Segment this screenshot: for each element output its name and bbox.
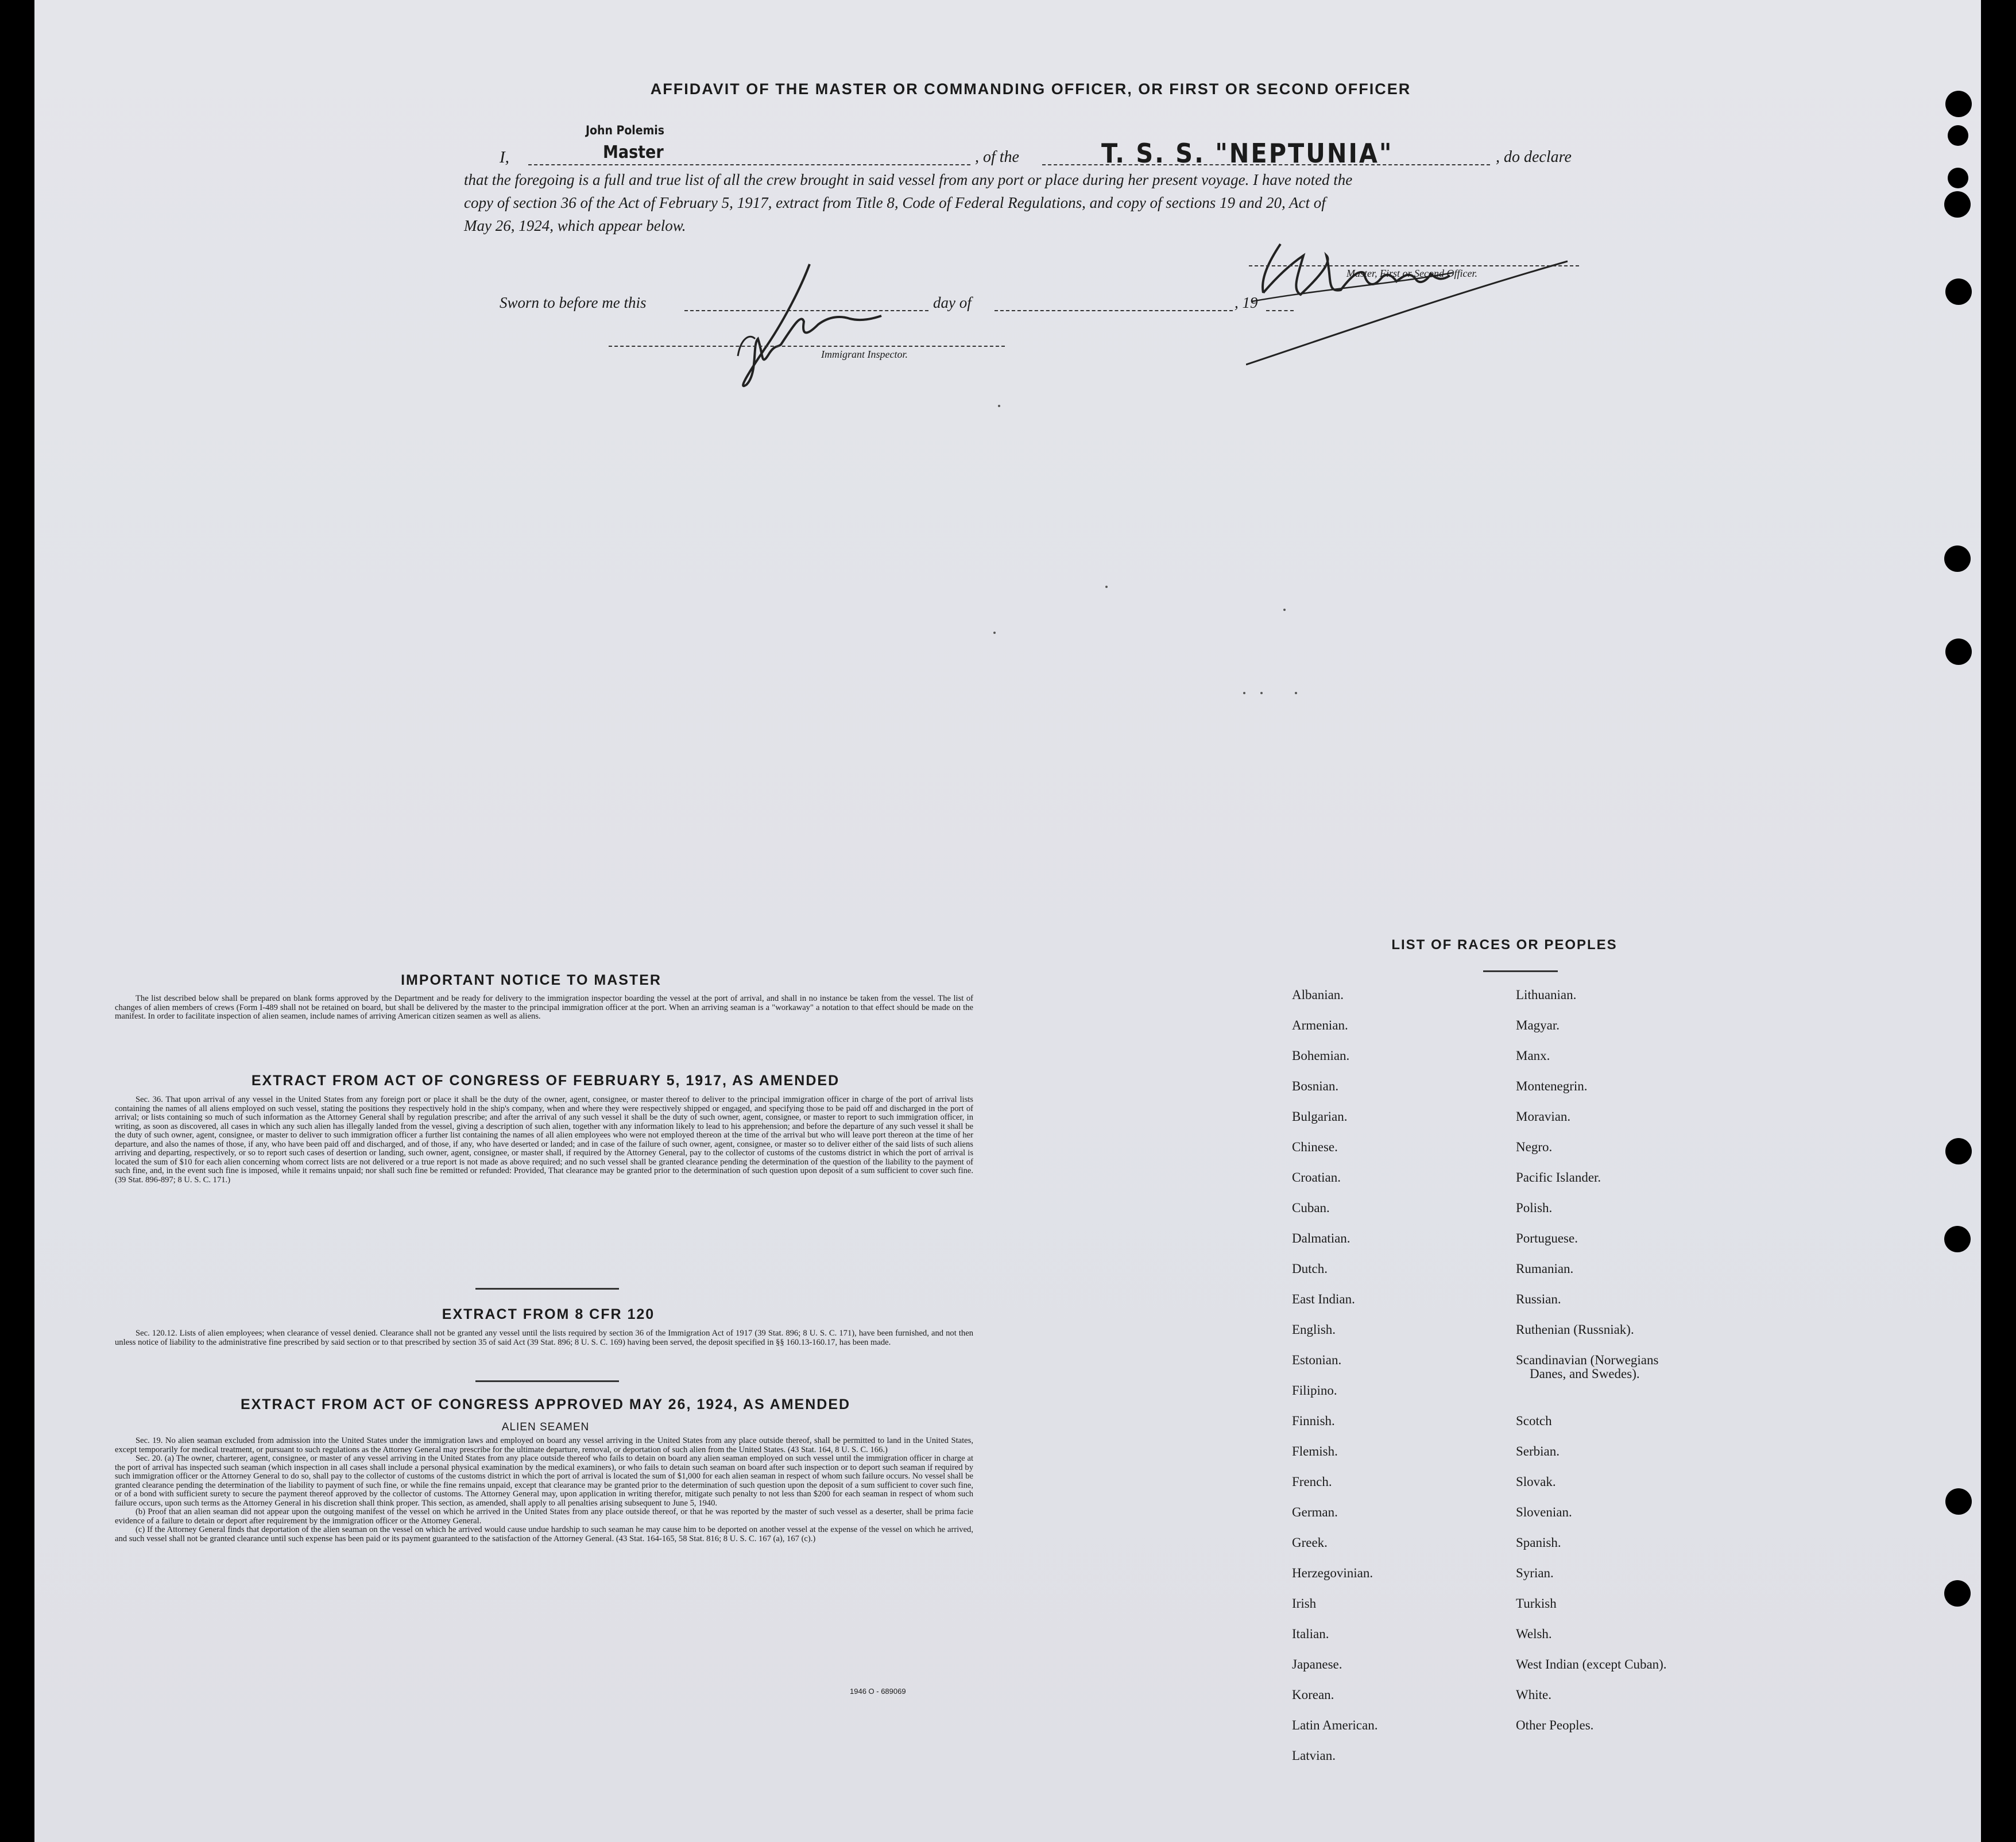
notice-paragraph: The list described below shall be prepared on blank forms approved by the Department and be ready for delivery to the immigration inspector boarding the vessel at the port of arrival, and shall in no instance be taken from the vessel. The list of changes of alien members of crews (Form I-489 shall not be retained on board, but shall be delivered by the master to the principal immigration officer at the port. When an arriving seaman is a "workaway" a notation to that effect should be made on the manifest. In order to facilitate inspection of alien seamen, include names of arriving American citizen seamen as well as aliens. (115, 994, 973, 1021)
punch-hole (1944, 191, 1971, 218)
extract-1917-title: EXTRACT FROM ACT OF CONGRESS OF FEBRUARY 5, 1917, AS AMENDED (251, 1073, 840, 1089)
race-item: Montenegrin. (1516, 1079, 1588, 1093)
race-item: Latin American. (1292, 1718, 1378, 1732)
extract-1917-text (115, 1096, 973, 1185)
race-item: Japanese. (1292, 1657, 1342, 1671)
race-item: French. (1292, 1475, 1332, 1489)
inspector-signature (678, 253, 924, 402)
race-item: Herzegovinian. (1292, 1566, 1373, 1580)
day-of-label: day of (933, 294, 972, 311)
race-item: Pacific Islander. (1516, 1170, 1601, 1185)
punch-hole (1948, 125, 1968, 146)
races-title-underline (1483, 970, 1558, 972)
divider (475, 1288, 619, 1290)
affidavit-line-4: May 26, 1924, which appear below. (464, 217, 686, 234)
race-item: Greek. (1292, 1535, 1328, 1550)
punch-hole (1944, 1226, 1971, 1252)
section-20b-paragraph: (b) Proof that an alien seaman did not appear upon the outgoing manifest of the vessel on which he arrived in the United States from any place outside thereof, or that he was reported by the master of such vessel as a deserter, shall be prima facie evidence of a failure to detain or deport after requirement by the immigration officer or the Attorney General. (115, 1507, 973, 1526)
race-item: Slovenian. (1516, 1505, 1572, 1519)
scan-speck (993, 632, 996, 634)
master-signature-line (1249, 265, 1579, 266)
year-line (1266, 310, 1294, 311)
race-item: Turkish (1516, 1596, 1557, 1611)
race-item: Filipino. (1292, 1383, 1337, 1398)
scan-speck (1260, 692, 1263, 694)
affidavit-line-3: copy of section 36 of the Act of February 5, 1917, extract from Title 8, Code of Federal Regulations, and copy of sections 19 and 20, Act of (464, 194, 1326, 211)
punch-hole (1945, 638, 1972, 665)
master-signature (1246, 221, 1602, 370)
punch-hole (1945, 1138, 1972, 1164)
race-item: Polish. (1516, 1201, 1553, 1215)
month-line (995, 310, 1233, 311)
name-line (528, 164, 970, 165)
race-item: Croatian. (1292, 1170, 1341, 1185)
race-item: Estonian. (1292, 1353, 1342, 1367)
print-code: 1946 O - 689069 (850, 1687, 906, 1696)
notice-text (115, 994, 973, 1021)
scan-speck (998, 405, 1000, 407)
divider (475, 1380, 619, 1382)
inspector-signature-line (609, 346, 1005, 347)
punch-hole (1945, 1488, 1972, 1515)
extract-cfr-text (115, 1329, 973, 1347)
punch-hole (1945, 91, 1972, 117)
affidavit-i-label: I, (500, 148, 509, 167)
race-item: Manx. (1516, 1048, 1550, 1063)
extract-1924-subtitle: ALIEN SEAMEN (501, 1421, 590, 1433)
race-item: Syrian. (1516, 1566, 1554, 1580)
punch-hole (1945, 278, 1972, 305)
race-item: English. (1292, 1322, 1336, 1337)
race-item: Slovak. (1516, 1475, 1556, 1489)
affidavit-title: AFFIDAVIT OF THE MASTER OR COMMANDING OFFICER, OR FIRST OR SECOND OFFICER (650, 80, 1411, 98)
race-item: Korean. (1292, 1688, 1334, 1702)
scan-speck (1295, 692, 1297, 694)
scan-speck (1105, 586, 1108, 588)
sworn-label: Sworn to before me this (500, 294, 647, 311)
document-page (34, 0, 1981, 1842)
year-label: , 19 (1235, 294, 1258, 311)
race-item: Italian. (1292, 1627, 1329, 1641)
master-caption: Master, First or Second Officer. (1346, 268, 1477, 279)
race-item: Russian. (1516, 1292, 1561, 1306)
race-item: Albanian. (1292, 988, 1344, 1002)
race-item: Lithuanian. (1516, 988, 1577, 1002)
extract-cfr-paragraph: Sec. 120.12. Lists of alien employees; when clearance of vessel denied. Clearance shall not be granted any vessel until the lists required by section 36 of the Immigration Act of 1917 (39 Stat. 896; 8 U. S. C. 171), have been furnished, and not then unless notice of liability to the administrative fine prescribed by said section or to that prescribed by section 35 of said Act (39 Stat. 896; 8 U. S. C. 169) having been served, the deposit specified in §§ 160.13-160.17, has been made. (115, 1329, 973, 1347)
section-20a-paragraph: Sec. 20. (a) The owner, charterer, agent, consignee, or master of any vessel arriving in the United States from any place outside thereof who fails to detain on board any alien seaman employed on such vessel until the immigration officer in charge at the port of arrival has inspected such seaman (which inspection in all cases shall include a personal physical examination by the medical examiners), or who fails to detain such seaman on board after such inspection or to deport such seaman if required by such immigration officer or the Attorney General to do so, shall pay to the collector of customs of the customs district in which the port of arrival is located the sum of $1,000 for each alien seaman in respect of whom such failure occurs. No vessel shall be granted clearance pending the determination of the liability to payment of such fine, or while the fine remains unpaid, except that clearance may be granted prior to the determination of such question upon the deposit of a sum sufficient to cover such fine, or of a bond with sufficient surety to secure the payment thereof approved by the collector of customs. The Attorney General may, upon application in writing therefor, mitigate such penalty to not less than $200 for each seaman in respect of whom such failure occurs, upon such terms as the Attorney General in his discretion shall think proper. This section, as amended, shall apply to all penalties arising subsequent to June 5, 1940. (115, 1454, 973, 1508)
notice-title: IMPORTANT NOTICE TO MASTER (401, 972, 661, 988)
race-item: Rumanian. (1516, 1261, 1574, 1276)
race-item: Magyar. (1516, 1018, 1560, 1032)
race-item: East Indian. (1292, 1292, 1355, 1306)
extract-cfr-title: EXTRACT FROM 8 CFR 120 (442, 1306, 655, 1322)
races-title: LIST OF RACES OR PEOPLES (1391, 937, 1618, 953)
inspector-caption: Immigrant Inspector. (821, 349, 908, 360)
do-declare-label: , do declare (1496, 148, 1572, 166)
punch-hole (1948, 168, 1968, 188)
race-item: Bohemian. (1292, 1048, 1350, 1063)
scan-speck (1243, 692, 1245, 694)
section-19-paragraph: Sec. 19. No alien seaman excluded from admission into the United States under the immigration laws and employed on board any vessel arriving in the United States from any place outside thereof, shall be permitted to land in the United States, except temporarily for medical treatment, or pursuant to such regulations as the Attorney General may prescribe for the ultimate departure, removal, or deportation of such alien from the United States. (43 Stat. 164, 8 U. S. C. 166.) (115, 1436, 973, 1454)
race-item: Flemish. (1292, 1444, 1338, 1458)
race-item: Ruthenian (Russniak). (1516, 1322, 1634, 1337)
race-item: Moravian. (1516, 1109, 1571, 1124)
extract-1917-paragraph: Sec. 36. That upon arrival of any vessel in the United States from any foreign port or place it shall be the duty of the owner, agent, consignee, or master thereof to deliver to the principal immigration officer in charge of the port of arrival lists containing the names of all aliens employed on such vessel, stating the positions they respectively hold in the ship's company, when and where they were respectively shipped or engaged, and specifying those to be paid off and discharged in the port of arrival; or lists containing so much of such information as the Attorney General shall by regulation prescribe; and after the arrival of any such vessel it shall be the duty of such owner, agent, consignee, or master to report to such immigration officer, in writing, as soon as discovered, all cases in which any such alien has illegally landed from the vessel, giving a description of such alien, together with any information likely to lead to his apprehension; and before the departure of any such vessel it shall be the duty of such owner, agent, consignee, or master to deliver to such immigration officer a further list containing the names of all alien employees who were not employed thereon at the time of the arrival but who will leave port thereon at the time of her departure, and also the names of those, if any, who have been paid off and discharged, and of those, if any, who have deserted or landed; and in case of the failure of such owner, agent, consignee, or master so to deliver either of the said lists of such aliens arriving and departing, respectively, or so to report such cases of desertion or landing, such owner, agent, consignee, or master shall, if required by the Attorney General, pay to the collector of customs of the customs district in which the port of arrival is located the sum of $10 for each alien concerning whom correct lists are not delivered or a true report is not made as above required; and no such vessel shall be granted clearance pending the determination of the question of the liability to the payment of such fine, and, in the event such fine is imposed, while it remains unpaid; nor shall such fine be remitted or refunded: Provided, That clearance may be granted prior to the determination of such question upon deposit of a sum sufficient to cover such fine. (39 Stat. 896-897; 8 U. S. C. 171.) (115, 1095, 973, 1185)
race-item: Dutch. (1292, 1261, 1328, 1276)
race-item: German. (1292, 1505, 1338, 1519)
race-item: Other Peoples. (1516, 1718, 1594, 1732)
race-item: Danes, and Swedes). (1530, 1367, 1640, 1381)
extract-1924-text (115, 1437, 973, 1543)
rank-stamp: Master (603, 142, 664, 162)
of-the-label: , of the (975, 148, 1019, 166)
punch-hole (1944, 545, 1971, 572)
race-item: Portuguese. (1516, 1231, 1578, 1245)
name-stamp: John Polemis (586, 123, 665, 137)
race-item: Chinese. (1292, 1140, 1338, 1154)
affidavit-line-2: that the foregoing is a full and true list of all the crew brought in said vessel from any port or place during her present voyage. I have noted the (464, 171, 1353, 188)
race-item: Scandinavian (Norwegians (1516, 1353, 1659, 1367)
race-item: Irish (1292, 1596, 1317, 1611)
race-item: Scotch (1516, 1414, 1552, 1428)
race-item: Armenian. (1292, 1018, 1348, 1032)
race-item: Serbian. (1516, 1444, 1560, 1458)
race-item: West Indian (except Cuban). (1516, 1657, 1667, 1671)
section-20c-paragraph: (c) If the Attorney General finds that deportation of the alien seaman on the vessel on which he arrived would cause undue hardship to such seaman he may cause him to be deported on another vessel at the expense of the vessel on which he arrived, and such vessel shall not be granted clearance until such expense has been paid or its payment guaranteed to the satisfaction of the Attorney General. (43 Stat. 164-165, 58 Stat. 816; 8 U. S. C. 167 (a), 167 (c).) (115, 1525, 973, 1543)
race-item: Finnish. (1292, 1414, 1335, 1428)
race-item: Latvian. (1292, 1748, 1336, 1763)
race-item: Welsh. (1516, 1627, 1552, 1641)
scan-speck (1283, 609, 1286, 611)
vessel-name: T. S. S. "NEPTUNIA" (1101, 138, 1394, 169)
race-item: Cuban. (1292, 1201, 1330, 1215)
extract-1924-title: EXTRACT FROM ACT OF CONGRESS APPROVED MAY 26, 1924, AS AMENDED (240, 1396, 851, 1413)
race-item: Dalmatian. (1292, 1231, 1351, 1245)
race-item: Spanish. (1516, 1535, 1561, 1550)
race-item: White. (1516, 1688, 1551, 1702)
race-item: Bosnian. (1292, 1079, 1339, 1093)
race-item: Negro. (1516, 1140, 1553, 1154)
punch-hole (1944, 1580, 1971, 1607)
race-item: Bulgarian. (1292, 1109, 1348, 1124)
